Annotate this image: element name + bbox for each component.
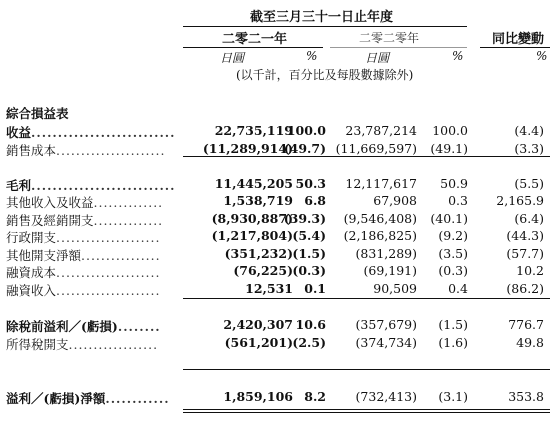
- cell-yoy: 776.7: [508, 317, 544, 332]
- cell-p2020: (9.2): [438, 228, 468, 243]
- cell-v2021: 1,538,719: [223, 193, 293, 208]
- cell-p2020: (3.1): [438, 389, 468, 404]
- yoy-header: 同比變動: [492, 32, 545, 47]
- subtotal-rule-1: [183, 156, 550, 157]
- cell-p2020: 0.3: [448, 193, 468, 208]
- cell-yoy: (86.2): [506, 281, 544, 296]
- cell-v2020: (11,669,597): [335, 141, 417, 156]
- row-label-text: 融資收入: [6, 283, 57, 298]
- cell-v2020: (831,289): [355, 246, 417, 261]
- cell-v2021: (76,225): [233, 263, 293, 278]
- row-label-text: 除稅前溢利／(虧損): [6, 319, 118, 334]
- row-label: [6, 176, 176, 194]
- cell-p2021: 0.1: [304, 281, 326, 296]
- year-2020-header: 二零二零年: [359, 31, 420, 45]
- cell-p2020: (40.1): [430, 211, 468, 226]
- total-rule-b: [183, 412, 550, 413]
- leader-dots: ........: [117, 319, 161, 334]
- cell-p2021: 10.6: [295, 317, 326, 332]
- cell-v2021: 12,531: [245, 281, 293, 296]
- cell-p2021: 8.2: [304, 389, 326, 404]
- leader-dots: ...........................: [31, 178, 176, 193]
- cell-yoy: 353.8: [508, 389, 544, 404]
- cell-v2020: (357,679): [355, 317, 417, 332]
- cell-p2020: 0.4: [448, 281, 468, 296]
- cell-v2020: (9,546,408): [343, 211, 417, 226]
- leader-dots: .....................: [56, 283, 161, 298]
- cell-v2020: (69,191): [363, 263, 417, 278]
- row-label-text: 毛利: [6, 178, 32, 193]
- cell-v2020: (732,413): [355, 389, 417, 404]
- row-label-text: 其他開支淨額: [6, 248, 82, 263]
- cell-p2021: 50.3: [295, 176, 326, 191]
- cell-p2020: (0.3): [438, 263, 468, 278]
- row-label: [6, 335, 158, 353]
- unit-note: (以千計，百分比及每股數據除外): [236, 68, 414, 82]
- cell-p2021: (2.5): [292, 335, 326, 350]
- cell-v2020: 23,787,214: [345, 123, 417, 138]
- row-label-text: 所得稅開支: [6, 337, 69, 352]
- year-2021-rule: [183, 47, 323, 48]
- unit-yoy-pct: %: [536, 49, 548, 63]
- cell-p2020: 50.9: [440, 176, 468, 191]
- subtotal-rule-3: [183, 369, 550, 370]
- cell-v2021: (561,201): [224, 335, 293, 350]
- cell-p2021: (1.5): [292, 246, 326, 261]
- cell-p2021: 100.0: [286, 123, 326, 138]
- unit-2020-pct: %: [452, 49, 464, 63]
- row-label: [6, 281, 160, 299]
- leader-dots: ...........................: [31, 125, 176, 140]
- subtotal-rule-2: [183, 298, 550, 299]
- row-label-text: 銷售成本: [6, 143, 57, 158]
- row-label: [6, 228, 160, 246]
- cell-v2021: (11,289,914): [202, 141, 293, 156]
- row-label-text: 收益: [6, 125, 32, 140]
- row-label-text: 其他收入及收益: [6, 195, 94, 210]
- leader-dots: ................: [81, 248, 161, 263]
- total-rule-a: [183, 409, 550, 410]
- row-label: [6, 211, 163, 229]
- leader-dots: ..............: [93, 195, 164, 210]
- row-label: [6, 389, 170, 407]
- unit-2021-amount: 日圓: [220, 51, 245, 65]
- cell-yoy: (44.3): [506, 228, 544, 243]
- row-label-text: 溢利／(虧損)淨額: [6, 391, 106, 406]
- year-2020-rule: [330, 47, 467, 48]
- cell-yoy: (3.3): [514, 141, 544, 156]
- yoy-rule: [480, 47, 550, 48]
- cell-v2021: 2,420,307: [223, 317, 293, 332]
- cell-yoy: 49.8: [516, 335, 544, 350]
- cell-p2020: 100.0: [432, 123, 468, 138]
- row-label: [6, 263, 160, 281]
- row-label-text: 行政開支: [6, 230, 57, 245]
- cell-p2021: (5.4): [292, 228, 326, 243]
- row-label: [6, 141, 165, 159]
- leader-dots: .....................: [56, 230, 161, 245]
- row-label: [6, 317, 161, 335]
- cell-p2021: (0.3): [292, 263, 326, 278]
- cell-v2021: (8,930,887): [211, 211, 293, 226]
- row-label-text: 銷售及經銷開支: [6, 213, 94, 228]
- cell-v2020: 67,908: [373, 193, 417, 208]
- cell-v2021: (351,232): [224, 246, 293, 261]
- period-rule: [183, 26, 467, 27]
- leader-dots: .....................: [56, 265, 161, 280]
- leader-dots: ............: [105, 391, 170, 406]
- row-label: [6, 246, 161, 264]
- cell-yoy: (57.7): [506, 246, 544, 261]
- cell-p2021: 6.8: [304, 193, 326, 208]
- cell-p2020: (49.1): [430, 141, 468, 156]
- year-2021-header: 二零二一年: [222, 32, 288, 47]
- period-header: 截至三月三十一日止年度: [250, 10, 394, 25]
- cell-yoy: 10.2: [516, 263, 544, 278]
- cell-p2020: (1.6): [438, 335, 468, 350]
- cell-v2020: 12,117,617: [345, 176, 417, 191]
- cell-v2021: 1,859,106: [223, 389, 293, 404]
- leader-dots: ......................: [56, 143, 166, 158]
- cell-v2021: (1,217,804): [211, 228, 293, 243]
- unit-2021-pct: %: [306, 49, 318, 63]
- row-label-text: 融資成本: [6, 265, 57, 280]
- cell-p2020: (3.5): [438, 246, 468, 261]
- cell-p2020: (1.5): [438, 317, 468, 332]
- leader-dots: ..............: [93, 213, 164, 228]
- cell-v2020: 90,509: [373, 281, 417, 296]
- cell-v2021: 22,735,119: [214, 123, 293, 138]
- cell-v2020: (2,186,825): [343, 228, 417, 243]
- cell-v2020: (374,734): [355, 335, 417, 350]
- cell-yoy: 2,165.9: [496, 193, 544, 208]
- row-label: [6, 193, 163, 211]
- cell-p2021: (49.7): [283, 141, 326, 156]
- section-title: 綜合損益表: [6, 106, 69, 121]
- cell-yoy: (5.5): [514, 176, 544, 191]
- cell-yoy: (4.4): [514, 123, 544, 138]
- row-label: [6, 123, 176, 141]
- cell-yoy: (6.4): [514, 211, 544, 226]
- cell-v2021: 11,445,205: [214, 176, 293, 191]
- cell-p2021: (39.3): [283, 211, 326, 226]
- unit-2020-amount: 日圓: [365, 51, 390, 65]
- leader-dots: ..................: [68, 337, 159, 352]
